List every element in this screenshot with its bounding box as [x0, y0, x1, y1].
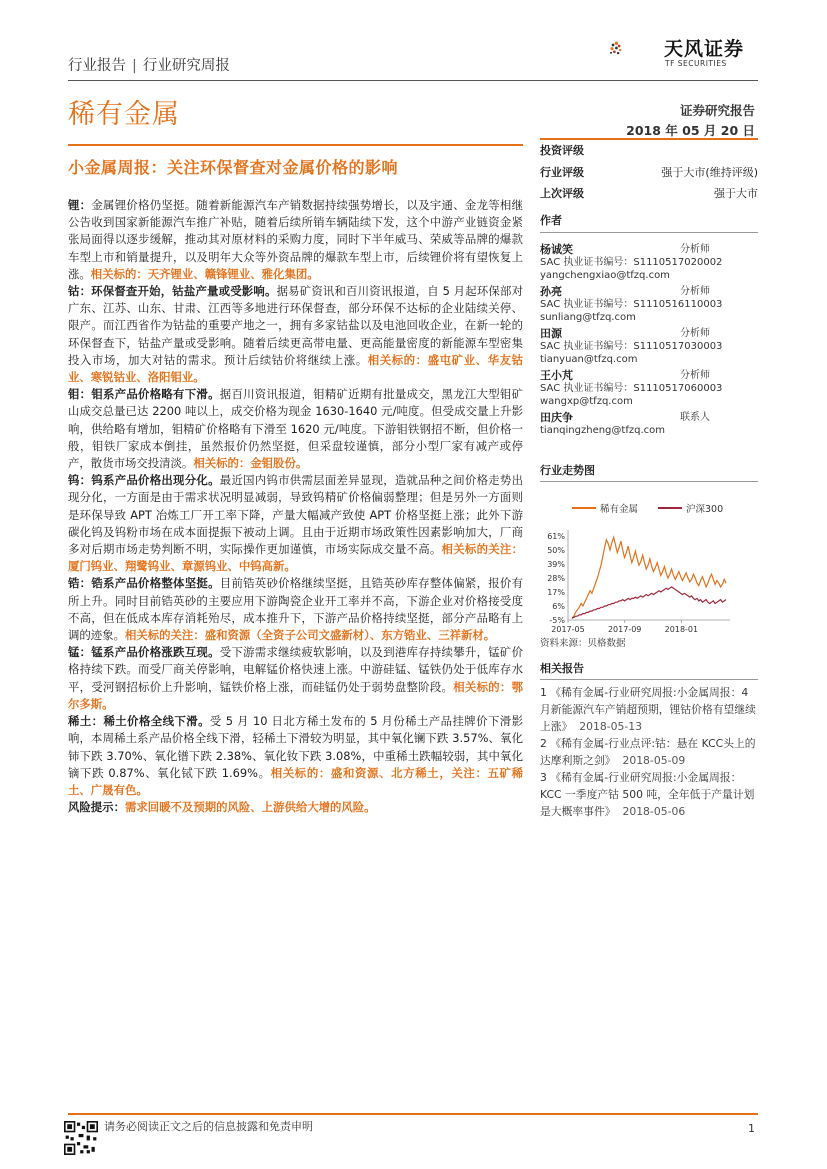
y-tick-label: 28%	[547, 574, 565, 583]
analyst-name: 孙亮	[540, 285, 562, 298]
section-cobalt	[68, 283, 523, 386]
authors-section	[540, 212, 758, 437]
chart-source: 资料来源：贝格数据	[540, 638, 626, 649]
analyst-role: 分析师	[680, 286, 710, 297]
x-tick-label: 2017-05	[551, 625, 585, 633]
related-report-item[interactable]	[540, 684, 758, 735]
x-tick-label: 2017-09	[607, 625, 642, 633]
molybdenum-text: 据百川资讯报道，钼精矿近期有批量成交，黑龙江大型钼矿山成交总量已达 2200 吨以上，成交价格为现金 1630-1640 元/吨度。但受成交量上升影响，供给略有增加，钼精矿价格略有下滑至 1620 元/吨度。下游钼铁钢招不断，但价格一般，钼铁厂家成本倒挂，虽然报价仍然坚挺，但采盘较谨慎，部分小型厂家有减产或停产，散货市场交投清淡。	[68, 387, 523, 471]
trend-heading: 行业走势图	[540, 464, 595, 477]
trend-section	[540, 462, 758, 649]
y-tick-label: 50%	[547, 546, 565, 555]
header-divider	[68, 80, 758, 81]
related-report-date: 2018-05-13	[579, 720, 643, 733]
lithium-lead: 锂：	[68, 198, 92, 212]
analyst-entry	[540, 285, 758, 324]
x-tick-label: 2018-01	[664, 625, 699, 633]
analyst-entry	[540, 369, 758, 408]
section-rare-earth	[68, 713, 523, 799]
tf-securities-logo	[609, 26, 663, 70]
report-date: 2018 年 05 月 20 日	[626, 123, 755, 138]
section-molybdenum	[68, 386, 523, 472]
category-label: 行业报告	[68, 58, 126, 74]
analyst-entry	[540, 327, 758, 366]
page-number: 1	[748, 1122, 755, 1135]
rating-section	[540, 138, 758, 201]
cobalt-lead: 钴：环保督查开始，钴盐产量或受影响。	[68, 284, 277, 299]
section-risk	[68, 799, 523, 816]
footer-divider	[68, 1113, 758, 1115]
qr-code-icon	[64, 1121, 98, 1155]
analyst-role: 分析师	[680, 370, 710, 381]
rating-heading: 投资评级	[540, 144, 584, 157]
analyst-cert: SAC 执业证书编号：S1110517060003	[540, 383, 723, 394]
analyst-role: 分析师	[680, 328, 710, 339]
analyst-name: 田源	[540, 327, 562, 340]
section-lithium	[68, 197, 523, 283]
zirconium-targets: 相关标的关注：盛和资源（全资子公司文盛新材）、东方锆业、三祥新材。	[124, 628, 496, 643]
tungsten-text: 最近国内钨市供需层面差异显现，造就品种之间价格走势出现分化，一方面是由于需求状况明显减弱，导致钨精矿价格偏弱整理；但是另外一方面则是环保导致 APT 冶炼工厂开工率下降，产量大幅减产致使 APT 价格坚挺上涨；此外下游碳化钨及钨粉市场在成本面提振下被动上调。且由于近期市场政策性因素影响加大，厂商多对后期市场走势判断不明，实际操作更加谨慎，市场实际成交量不高。	[68, 473, 523, 557]
y-tick-label: 17%	[547, 588, 565, 597]
report-type: 证券研究报告	[679, 103, 755, 118]
brand-en: TF SECURITIES	[665, 59, 727, 68]
footer-disclaimer: 请务必阅读正文之后的信息披露和免责申明	[104, 1120, 313, 1133]
manganese-lead: 锰：锰系产品价格涨跌互现。	[68, 645, 220, 660]
analyst-name: 田庆争	[540, 411, 573, 424]
rare-earth-text: 受 5 月 10 日北方稀土发布的 5 月份稀土产品挂牌价下滑影响，本周稀土系产品价格全线下滑，轻稀土下滑较为明显，其中氧化镧下跌 3.57%、氧化铈下跌 3.70%、氧化镨下跌 2.38%、氧化钕下跌 3.08%，中重稀土跌幅较弱，其中氧化镝下跌 0.87%、氧化铽下跌 1.69%。	[68, 714, 523, 780]
industry-rating-label: 行业评级	[540, 166, 584, 179]
zirconium-text: 目前锆英砂价格继续坚挺，且锆英砂库存整体偏紧，报价有所上升。同时目前锆英砂的主要应用下游陶瓷企业开工率并不高，下游企业对价格接受度不高，但在低成本库存消耗殆尽，成本推升下，下游产品价格持续坚挺，部分产品略有上调的迹象。	[68, 576, 523, 643]
lithium-targets: 相关标的：天齐锂业、赣锋锂业、雅化集团。	[90, 266, 319, 281]
title-divider	[68, 144, 523, 146]
molybdenum-targets: 相关标的：金钼股份。	[193, 456, 308, 471]
analyst-cert: SAC 执业证书编号：S1110516110003	[540, 299, 723, 310]
analyst-entry	[540, 243, 758, 282]
related-report-title[interactable]: 2 《稀有金属-行业点评:钴：悬在 KCC头上的达摩利斯之剑》	[540, 737, 756, 767]
subcategory-label: 行业研究周报	[142, 58, 230, 74]
sector-title: 稀有金属	[68, 99, 180, 130]
legend-label: 沪深300	[686, 504, 724, 515]
related-report-item[interactable]	[540, 735, 758, 769]
lithium-text: 金属锂价格仍坚挺。随着新能源汽车产销数据持续强势增长，以及宇通、金龙等相继公告收到国家新能源汽车推广补贴，随着后续所销车辆陆续下发，这个中游产业链资金紧张局面得以逐步缓解，推动其对原材料的采购力度，同时下半年威马、荣威等品牌的爆款车型上市和销量提升，以及明年大众等外资品牌的爆款车型上市，后续锂价将有望恢复上涨。	[68, 198, 523, 281]
manganese-targets: 相关标的：鄂尔多斯。	[68, 679, 523, 711]
legend-label: 稀有金属	[600, 504, 639, 515]
series-line	[572, 537, 726, 618]
related-section	[540, 660, 758, 820]
analyst-email[interactable]: sunliang@tfzq.com	[540, 312, 636, 323]
related-report-date: 2018-05-06	[622, 805, 686, 818]
report-body	[68, 197, 523, 816]
authors-heading: 作者	[540, 214, 562, 227]
previous-rating-value: 强于大市	[714, 187, 758, 200]
related-heading: 相关报告	[540, 662, 584, 675]
y-tick-label: 6%	[552, 602, 565, 611]
y-tick-label: -5%	[549, 616, 565, 625]
analyst-email[interactable]: tianyuan@tfzq.com	[540, 354, 638, 365]
industry-trend-chart	[540, 488, 758, 633]
analyst-entry	[540, 411, 758, 437]
y-tick-label: 39%	[547, 560, 565, 569]
report-category	[68, 54, 230, 75]
cobalt-text: 据易矿资讯和百川资讯报道，自 5 月起环保部对广东、江苏、山东、甘肃、江西等多地进行环保督查，部分环保不达标的企业陆续关停、限产。而江西省作为钴盐的重要产地之一，拥有多家钴盐以及电池回收企业，在新一轮的环保督查下，钴盐产量或受影响。随着后续更高带电量、更高能量密度的新能源车型密集投入市场，加大对钴的需求。预计后续钴价将继续上涨。	[68, 284, 523, 367]
rating-divider	[540, 138, 758, 140]
brand-name: 天风证券	[664, 38, 745, 60]
tungsten-targets: 相关标的关注：厦门钨业、翔鹭钨业、章源钨业、中钨高新。	[68, 542, 523, 574]
related-divider	[540, 679, 758, 680]
separator: |	[132, 58, 137, 74]
analyst-email[interactable]: tianqingzheng@tfzq.com	[540, 425, 665, 436]
trend-divider	[540, 481, 758, 482]
related-report-item[interactable]	[540, 769, 758, 820]
related-report-title[interactable]: 1 《稀有金属-行业研究周报:小金属周报：4 月新能源汽车产销超预期，锂钴价格有望继续上涨》	[540, 686, 756, 733]
molybdenum-lead: 钼：钼系产品价格略有下滑。	[68, 387, 220, 402]
section-tungsten	[68, 472, 523, 575]
zirconium-lead: 锆：锆系产品价格整体坚挺。	[68, 576, 220, 591]
analyst-email[interactable]: yangchengxiao@tfzq.com	[540, 270, 670, 281]
report-title: 小金属周报：关注环保督查对金属价格的影响	[68, 158, 399, 177]
risk-lead: 风险提示：	[68, 800, 125, 815]
series-line	[572, 587, 726, 618]
manganese-text: 受下游需求继续疲软影响，以及到港库存持续攀升，锰矿价格持续下跌。而受厂商关停影响，电解锰价格快速上涨。中游硅锰、锰铁仍处于低库存水平，受河钢招标价上升影响，锰铁价格上涨，而硅锰仍处于弱势盘整阶段。	[68, 645, 523, 694]
y-tick-label: 61%	[547, 532, 565, 541]
analyst-cert: SAC 执业证书编号：S1110517020002	[540, 257, 723, 268]
analyst-name: 王小芃	[540, 369, 573, 382]
analyst-role: 联系人	[680, 412, 710, 423]
tungsten-lead: 钨：钨系产品价格出现分化。	[68, 473, 220, 488]
rare-earth-lead: 稀土：稀土价格全线下滑。	[68, 714, 210, 729]
analyst-cert: SAC 执业证书编号：S1110517030003	[540, 341, 723, 352]
authors-divider	[540, 232, 758, 233]
risk-text: 需求回暖不及预期的风险、上游供给大增的风险。	[124, 800, 376, 815]
analyst-name: 杨诚笑	[540, 243, 573, 256]
previous-rating-label: 上次评级	[540, 187, 584, 200]
cobalt-targets: 相关标的：盛屯矿业、华友钴业、寒锐钴业、洛阳钼业。	[68, 352, 523, 385]
section-manganese	[68, 644, 523, 713]
related-report-title[interactable]: 3 《稀有金属-行业研究周报:小金属周报：KCC 一季度产钴 500 吨，全年低于产量计划是大概率事件》	[540, 771, 755, 818]
rare-earth-targets: 相关标的：盛和资源、北方稀土，关注：五矿稀土、广晟有色。	[68, 765, 523, 797]
section-zirconium	[68, 575, 523, 644]
analyst-email[interactable]: wangxp@tfzq.com	[540, 396, 633, 407]
industry-rating-value: 强于大市(维持评级)	[661, 166, 758, 179]
related-report-date: 2018-05-09	[622, 754, 686, 767]
analyst-role: 分析师	[680, 244, 710, 255]
